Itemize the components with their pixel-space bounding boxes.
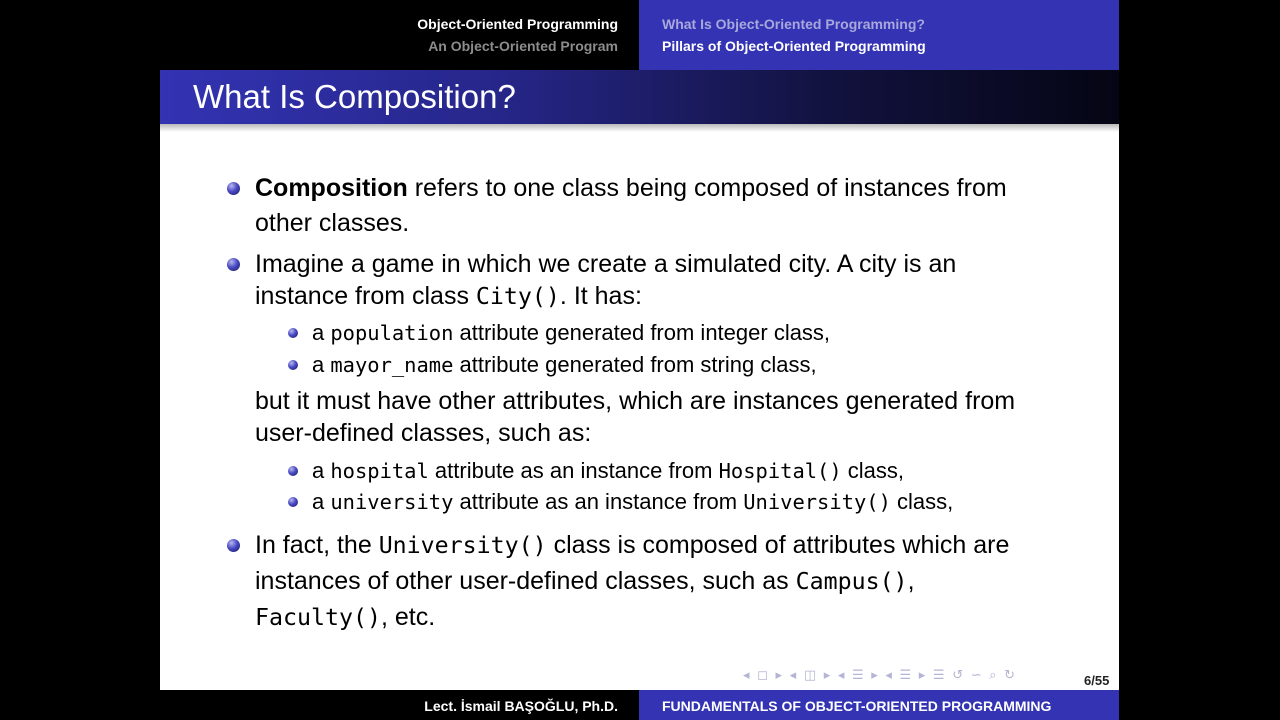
bullet-university-line3 <box>255 601 435 634</box>
bullet-ball-icon <box>227 182 240 195</box>
text: a <box>312 320 331 345</box>
text: a <box>312 458 331 483</box>
text: a <box>312 352 331 377</box>
term-composition: Composition <box>255 174 408 202</box>
sub-bullet-ball-icon <box>288 328 298 338</box>
footer-author: Lect. İsmail BAŞOĞLU, Ph.D. <box>160 690 639 720</box>
nav-subsection-what-is-oop[interactable]: What Is Object-Oriented Programming? <box>662 16 925 32</box>
text: attribute as an instance from <box>453 489 744 514</box>
bullet-university-line1 <box>255 529 1009 562</box>
sub-bullet-mayor-name <box>312 350 817 380</box>
navigation-symbols[interactable] <box>743 667 1083 687</box>
text: instance from class <box>255 282 476 310</box>
text: instances of other user-defined classes, such as <box>255 567 796 595</box>
page-number: 6/55 <box>1084 673 1110 688</box>
sub-bullet-ball-icon <box>288 360 298 370</box>
nav-arrows-icon[interactable]: ◂ ◻ ▸ ◂ ◫ ▸ ◂ ☰ ▸ ◂ ☰ ▸ ☰ ↺ ∽ ⌕ ↻ <box>743 667 1017 682</box>
text: attribute generated from integer class, <box>453 320 831 345</box>
sub-bullet-hospital <box>312 456 904 486</box>
text: a <box>312 489 331 514</box>
sub-bullet-population <box>312 318 830 348</box>
code-university: university <box>330 490 454 514</box>
sub-bullet-ball-icon <box>288 466 298 476</box>
bullet-city-cont2: user-defined classes, such as: <box>255 419 592 447</box>
bullet-city-line1: Imagine a game in which we create a simulated city. A city is an <box>255 250 957 278</box>
bullet-ball-icon <box>227 258 240 271</box>
code-campus: Campus() <box>795 568 908 595</box>
code-faculty: Faculty() <box>255 604 381 631</box>
text: attribute as an instance from <box>428 458 719 483</box>
text: class is composed of attributes which are <box>546 531 1010 559</box>
nav-section-oop[interactable]: Object-Oriented Programming <box>417 16 618 32</box>
sub-bullet-ball-icon <box>288 497 298 507</box>
bullet-composition-line1 <box>255 172 1007 204</box>
text: , <box>907 567 915 595</box>
bullet-composition-line2: other classes. <box>255 209 410 237</box>
bullet-university-line2 <box>255 565 915 598</box>
code-university-class: University() <box>378 532 547 559</box>
code-population: population <box>330 321 454 345</box>
text: In fact, the <box>255 531 379 559</box>
code-mayor-name: mayor_name <box>330 353 454 377</box>
text: . It has: <box>559 282 642 310</box>
bullet-city-line2 <box>255 280 642 313</box>
text: class, <box>890 489 954 514</box>
footer <box>160 690 1119 720</box>
text: class, <box>841 458 905 483</box>
nav-section-oo-program[interactable]: An Object-Oriented Program <box>428 38 618 54</box>
slide <box>160 0 1119 720</box>
code-university-class: University() <box>743 490 891 514</box>
code-hospital-class: Hospital() <box>718 459 842 483</box>
text: , etc. <box>380 603 436 631</box>
bullet-city-cont1: but it must have other attributes, which are instances generated from <box>255 387 1016 415</box>
bullet-ball-icon <box>227 539 240 552</box>
slide-content <box>160 0 1119 690</box>
nav-subsection-pillars[interactable]: Pillars of Object-Oriented Programming <box>662 38 926 54</box>
frame-title: What Is Composition? <box>193 78 516 115</box>
text: attribute generated from string class, <box>453 352 817 377</box>
code-city: City() <box>475 283 560 310</box>
footer-course: FUNDAMENTALS OF OBJECT-ORIENTED PROGRAMMING <box>639 690 1119 720</box>
bullet-text: refers to one class being composed of instances from <box>407 174 1007 202</box>
sub-bullet-university <box>312 487 953 517</box>
code-hospital: hospital <box>330 459 429 483</box>
